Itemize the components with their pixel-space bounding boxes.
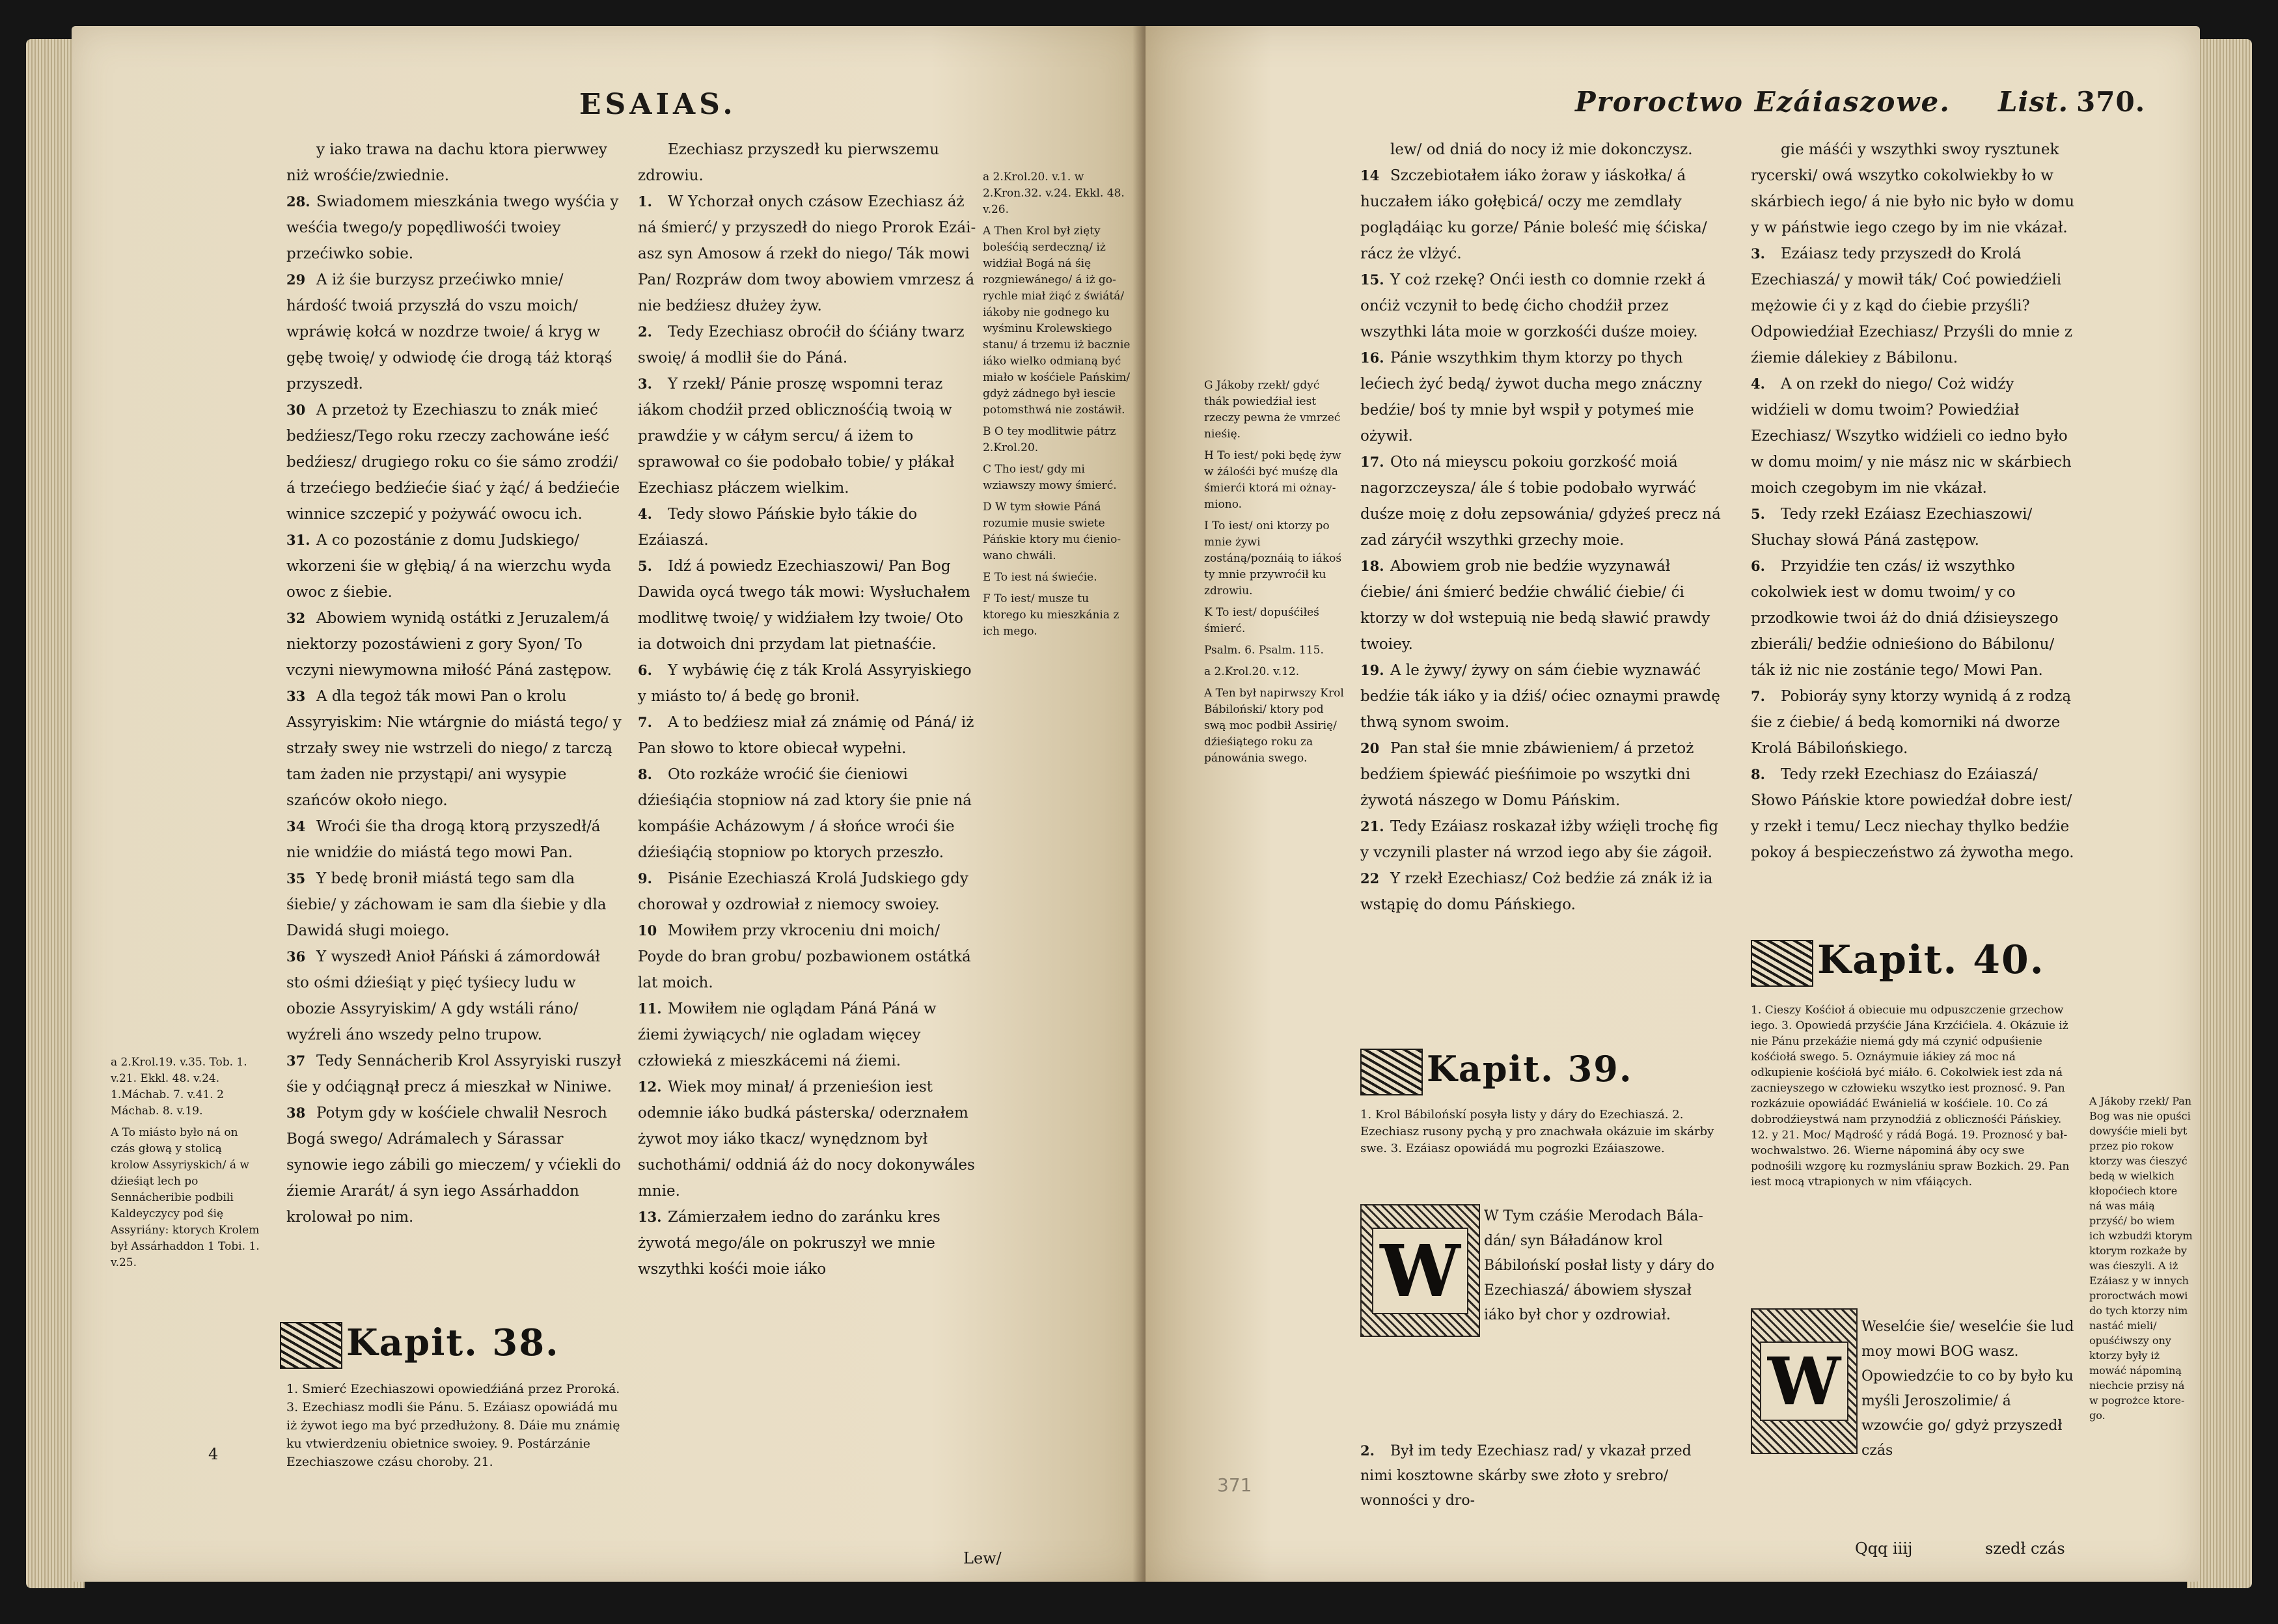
verse (638, 709, 976, 762)
marginal-notes-left-outer (111, 1054, 260, 1276)
verse (1751, 137, 2076, 241)
verse-number: 18. (1360, 558, 1384, 574)
verse-number: 19. (1360, 662, 1384, 678)
marginal-note: A Then Krol był zięty boleśćią serdeczną/ iż widźiał Bogá ná śię rozgniewánego/ á iż gorychle miał żiąć z świátá/ iákoby nie godnego ku wyśminu Krolewskiego stanu/ á trzemu iż bacznie iáko wielko odmianą być miało w kośćiele Pańskim/ gdyż zádnego był iescie potomsthwá nie zostáwił. (983, 225, 1131, 417)
verse-text: A le żywy/ żywy on sám ćiebie wyznawáć bedźie ták iáko y ia dźiś/ oćiec oznaymi prawdę thwą synom swoim. (1360, 662, 1720, 731)
verse-text: Zámierzałem iedno do zaránku kres żywotá mego/ále on pokruszył we mnie wszythki kośći moie iáko (638, 1209, 940, 1278)
verse (1751, 683, 2076, 762)
leaf-label: List. (1998, 86, 2069, 118)
verse-text: A dla tegoż ták mowi Pan o krolu Assyryiskim: Nie wtárgnie do miástá tego/ y strzały swey nie wstrzeli do niego/ z tarczą tam żaden nie przystąpi/ ani wysypie szańców około niego. (286, 688, 622, 809)
ornate-initial-w: W (1360, 1204, 1480, 1337)
verse-number: 34 (286, 818, 306, 834)
verse-text: Ezáiasz tedy przyszedł do Krolá Ezechiaszá/ y mowił ták/ Coć powiedźieli mężowie ći y z kąd do ćiebie przyśli? Odpowiedźiał Ezechiasz/ Przyśli do mnie z źiemie dálekiey z Bábilonu. (1751, 245, 2073, 366)
chapter-39-heading: Kapit. 39. (1360, 1048, 1633, 1095)
marginal-note: C Tho iest/ gdy mi wziawszy mowy śmierć. (983, 463, 1117, 492)
verse-text: A on rzekł do niego/ Coż widźy widźieli w domu twoim? Powiedźiał Ezechiasz/ Wszytko widźieli co iedno było w domu moim/ y nie mász nic w skárbiech moich czegobym im nie vkázał. (1751, 376, 2072, 497)
verse-number: 35 (286, 870, 306, 887)
verse-text: Idź á powiedz Ezechiaszowi/ Pan Bog Dawida oycá twego ták mowi: Wysłuchałem modlitwę twoię/ y widźiałem łzy twoie/ Oto ia dotwoich dni przydam lat pietnaśćie. (638, 558, 970, 653)
marginal-notes-left-inner (983, 169, 1132, 645)
pencil-page-number: 371 (1217, 1474, 1252, 1496)
verse (1751, 553, 2076, 683)
running-head-right: Proroctwo Ezáiaszowe. (1575, 86, 1951, 118)
right-column-first (1360, 137, 1725, 918)
verse-number: 31. (286, 532, 310, 548)
verse-text: Tedy słowo Páńskie było tákie do Ezáiaszá. (638, 506, 918, 549)
right-column-second (1751, 137, 2076, 866)
verse (286, 814, 625, 866)
verse (638, 1204, 976, 1282)
verse (638, 319, 976, 371)
verse (1360, 267, 1725, 345)
verse-text: gie máśći y wszythki swoy rysztunek rycerski/ owá wszytko cokolwiekby ło w skárbiech iego/ á nie było nic było w domu y w páństwie iego czego by im nie vkázał. (1751, 141, 2075, 236)
verse-number: 3. (638, 376, 652, 392)
chapter-40-summary: 1. Cieszy Kośćioł á obiecuie mu odpuszczenie grzechow iego. 3. Opowiedá przyśćie Jána Krzćićiela. 4. Okázuie iż nie Pánu przekáźie niemá gdy má czynić odpuśienie kośćiołá swego. 5. Oznáymuie iákiey zá moc ná odkupienie kośćiołá być miáło. 6. Cokolwiek iest zda ná zacnieyszego w człowieku wszytko iest proznosć. 9. Pan rozkázuie opowiádáć Ewánieliá w kośćiele. 10. Co zá dobrodźieystwá nam przynodźiá z oblicznośći Páńskiey. 12. y 21. Moc/ Mądrość y rádá Bogá. 19. Proznosć y bałwochwalstwo. 26. Wierne nápominá áby ocy swe podnośili wzgorę ku rozmyslániu spraw Bozkich. 29. Pan iest mocą vtrapionych w nim vfáiących. (1751, 1004, 2070, 1189)
marginal-note: I To iest/ oni ktorzy po mnie żywi zostáną/poznáią to iákoś ty mnie przywroćił ku zdrowiu. (1204, 519, 1342, 598)
verse (638, 866, 976, 918)
ornate-initial-k-40 (1751, 940, 1813, 987)
verse-text: Szczebiotałem iáko żoraw y iáskołka/ á huczałem iáko gołębicá/ oczy me zemdlały poglądáiąc ku gorze/ Pánie boleść mię śćiska/ rácz że vlżyć. (1360, 167, 1707, 262)
verse (1360, 866, 1725, 918)
ornate-initial-w-40: W (1751, 1308, 1858, 1454)
verse (638, 371, 976, 501)
verse-number: 38 (286, 1105, 306, 1121)
catchword-left: Lew/ (963, 1549, 1002, 1567)
verse-text: Y wybáwię ćię z ták Krolá Assyryiskiego y miásto to/ á bedę go bronił. (638, 662, 972, 705)
verse-text: Abowiem wynidą ostátki z Jeruzalem/á niektorzy pozostáwieni z gory Syon/ To vczyni niewymowna miłość Páná zastępow. (286, 610, 612, 679)
marginal-note: B O tey modlitwie pátrz 2.Krol.20. (983, 425, 1116, 454)
verse-number: 22 (1360, 870, 1380, 887)
left-page (72, 26, 1146, 1582)
verse (1360, 814, 1725, 866)
chapter-40-opening: Weselćie śie/ weselćie śie lud moy mowi BOG wasz. Opowiedzćie to co by było ku myśli Jeroszolimie/ á wzowćie go/ gdyż przyszedł czás (1861, 1319, 2074, 1459)
verse-text: lew/ od dniá do nocy iż mie dokonczysz. (1390, 141, 1693, 158)
marginal-note: Psalm. 6. Psalm. 115. (1204, 644, 1324, 657)
verse (1360, 736, 1725, 814)
verse (638, 501, 976, 553)
verse-text: Mowiłem nie oglądam Páná Páná w źiemi żywiących/ nie ogladam więcey człowieká z mieszkácemi ná źiemi. (638, 1000, 937, 1069)
verse (1751, 762, 2076, 866)
verse (1360, 657, 1725, 736)
verse-text: A iż śie burzysz przećiwko mnie/ hárdość twoiá przyszłá do vszu moich/ wpráwię kołcá w nozdrze twoie/ á kryg w gębę twoię/ y odwiodę ćie drogą táż ktorąś przyszedł. (286, 271, 612, 392)
verse (286, 189, 625, 267)
verse-text: Potym gdy w kośćiele chwalił Nesroch Bogá swego/ Adrámalech y Sárassar synowie iego zábili go mieczem/ y vćiekli do źiemie Ararát/ á syn iego Assárhaddon krolował po nim. (286, 1105, 622, 1226)
verse (638, 762, 976, 866)
verse-number: 29 (286, 271, 306, 288)
verse (1360, 163, 1725, 267)
running-head-left: ESAIAS. (579, 88, 737, 121)
verse (286, 866, 625, 944)
verse-text: Tedy rzekł Ezáiasz Ezechiaszowi/ Słuchay słowá Páná zastępow. (1751, 506, 2033, 549)
verse (638, 996, 976, 1074)
verse-number: 13. (638, 1209, 662, 1225)
ornate-initial-k (280, 1322, 342, 1369)
verse (286, 605, 625, 683)
left-column-main (286, 137, 625, 1230)
catchword-right: szedł czás (1985, 1539, 2065, 1558)
verse (638, 189, 976, 319)
marginal-note: H To iest/ poki będę żyw w żálośći być muśzę dla śmierći ktorá mi ożnaymiono. (1204, 449, 1341, 511)
verse (1360, 449, 1725, 553)
verse-number: 4. (638, 506, 652, 522)
verse-text: Pisánie Ezechiaszá Krolá Judskiego gdy chorował y ozdrowiał z niemocy swoiey. (638, 870, 968, 913)
verse-text: A to bedźiesz miał zá známię od Páná/ iż Pan słowo to ktore obiecał wypełni. (638, 714, 974, 757)
marginal-note: E To iest ná świećie. (983, 571, 1097, 584)
verse (286, 267, 625, 397)
marginal-note: A Ten był napirwszy Krol Bábiloński/ ktory pod swą moc podbił Assirię/ dźieśiątego roku za pánowánia swego. (1204, 687, 1344, 765)
verse-text: Y rzekł/ Pánie proszę wspomni teraz iákom chodźił przed oblicznośćią twoią w prawdźie y w cáłym sercu/ á iżem to sprawował co śie podobało tobie/ y płákał Ezechiasz płáczem wielkim. (638, 376, 955, 497)
verse-number: 28. (286, 193, 310, 210)
verse-number: 12. (638, 1079, 662, 1095)
verse-text: Ezechiasz przyszedł ku pierwszemu zdrowiu. (638, 141, 939, 184)
verse (286, 1100, 625, 1230)
right-page (1146, 26, 2200, 1582)
verse-number: 32 (286, 610, 306, 626)
verse-number: 6. (638, 662, 652, 678)
verse-text: Y bedę bronił miástá tego sam dla śiebie/ y záchowam ie sam dla śiebie y dla Dawidá sługi moiego. (286, 870, 607, 939)
verse-number: 4. (1751, 376, 1765, 392)
verse (286, 137, 625, 189)
verse (638, 1074, 976, 1204)
verse-number: 30 (286, 402, 306, 418)
verse-number: 5. (1751, 506, 1765, 522)
chapter-40-heading: Kapit. 40. (1751, 937, 2045, 987)
verse-text: Pobioráy syny ktorzy wynidą á z rodzą śie z ćiebie/ á bedą komorniki ná dworze Krolá Bábilońskiego. (1751, 688, 2072, 757)
verse-number: 6. (1751, 558, 1765, 574)
verse-text: A przetoż ty Ezechiaszu to znák mieć bedźiesz/Tego roku rzeczy zachowáne ieść bedźiesz/ drugiego roku co śie sámo zrodźi/ á trzećiego bedźiećie śiać y żąć/ á bedźiećie winnice szczepić y pożywáć owocu ich. (286, 402, 620, 523)
verse (1751, 241, 2076, 371)
verse (1360, 553, 1725, 657)
verse (286, 683, 625, 814)
verse-text: Y rzekł Ezechiasz/ Coż bedźie zá znák iż ia wstąpię do domu Páńskiego. (1360, 870, 1713, 913)
marginal-note: a 2.Krol.20. v.12. (1204, 665, 1300, 678)
verse (638, 657, 976, 709)
verse-text: Tedy Sennácherib Krol Assyryiski ruszył śie y odćiągnął precz á mieszkał w Niniwe. (286, 1053, 622, 1095)
verse-text: Y coż rzekę? Onći iesth co domnie rzekł á onćiż vczynił to bedę ćicho chodźił przez wszythki láta moie w gorzkośći duśze moiey. (1360, 271, 1706, 340)
chapter-38-heading: Kapit. 38. (280, 1321, 560, 1369)
verse-number: 11. (638, 1000, 662, 1017)
verse (638, 553, 976, 657)
verse-number: 5. (638, 558, 652, 574)
verse-text: Tedy Ezáiasz roskazał iżby wźięli trochę fig y vczynili plaster ná wrzod iego aby śie zágoił. (1360, 818, 1719, 861)
verse-text: Tedy rzekł Ezechiasz do Ezáiaszá/ Słowo Páńskie ktore powiedźał dobre iest/ y rzekł i temu/ Lecz niechay thylko bedźie pokoy á bespieczeństwo zá żywotha mego. (1751, 766, 2074, 861)
verse-text: Tedy Ezechiasz obroćił do śćiány twarz swoię/ á modlił śie do Páná. (638, 323, 965, 366)
marginal-note: K To iest/ dopuśćiłeś śmierć. (1204, 606, 1319, 635)
verse (286, 527, 625, 605)
marginal-note: A To miásto było ná on czás głową y stolicą krolow Assyriyskich/ á w dźieśiąt lech po Sennácheribie podbili Kaldeyczycy pod śię Assyriány: ktorych Krolem był Assárhaddon 1 Tobi. 1. v.25. (111, 1126, 260, 1269)
verse-number: 8. (638, 766, 652, 782)
verse-text: A co pozostánie z domu Judskiego/ wkorzeni śie w głębią/ á na wierzchu wyda owoc z śiebie. (286, 532, 611, 601)
book-spread (26, 20, 2252, 1595)
verse-text: Wiek moy minał/ á przenieśion iest odemnie iáko budká pásterska/ oderznałem żywot moy iáko tkacz/ wynędznom był suchothámi/ oddniá áż do nocy dokonywáles mnie. (638, 1079, 975, 1200)
verse-number: 14 (1360, 167, 1380, 184)
verse-number: 37 (286, 1053, 306, 1069)
verse (638, 137, 976, 189)
verse-number: 3. (1751, 245, 1765, 262)
verse-number: 20 (1360, 740, 1380, 756)
marginal-note: a 2.Krol.19. v.35. Tob. 1. v.21. Ekkl. 48. v.24. 1.Máchab. 7. v.41. 2 Máchab. 8. v.19. (111, 1056, 247, 1118)
ornate-initial-k-39 (1360, 1049, 1423, 1095)
verse (1751, 371, 2076, 501)
verse-text: Abowiem grob nie bedźie wyzynawáł ćiebie/ áni śmierć bedźie chwálić ćiebie/ ći ktorzy w doł wstepuią nie bedą sławić prawdy twoiey. (1360, 558, 1710, 653)
verse-text: Y wyszedł Anioł Páński á zámordowáł sto ośmi dźieśiąt y pięć tyśiecy ludu w obozie Assyryiskim/ A gdy wstáli ráno/ wyźreli áno wszedy pelno trupow. (286, 948, 600, 1043)
stray-mark: 4 (208, 1445, 219, 1463)
verse-number: 15. (1360, 271, 1384, 288)
verse-number: 16. (1360, 350, 1384, 366)
verse (1751, 501, 2076, 553)
verse (1360, 137, 1725, 163)
signature-mark: Qqq iiij (1855, 1539, 1913, 1558)
marginal-notes-right-outer (2089, 1094, 2193, 1428)
verse-number: 7. (638, 714, 652, 730)
marginal-note: A Jákoby rzekł/ Pan Bog was nie opuści dowyśćie mieli byt przez pio rokow ktorzy was ćieszyć bedą w wielkich kłopoćiech ktore ná was máią przyść/ bo wiem ich wzbudźi ktorym ktorym rozkaże by was ćieszyli. A iż Ezáiasz y w innych proroctwách mowi do tych ktorzy nim nastáć mieli/ opuśćiwszy ony ktorzy były iż mowáć nápominą niechcie przisy ná w pogrożce ktorego. (2089, 1095, 2193, 1422)
verse-number: 8. (1751, 766, 1765, 782)
marginal-note: G Jákoby rzekł/ gdyć thák powiedźiał iest rzeczy pewna że vmrzeć nieśię. (1204, 379, 1341, 441)
chapter-39-verse-2: 2. Był im tedy Ezechiasz rad/ y vkazał przed nimi kosztowne skárby swe złoto y srebro/ wonności y dro- (1360, 1442, 1692, 1509)
marginal-notes-right-inner (1204, 378, 1347, 772)
chapter-39-opening: W Tym czáśie Merodach Báladán/ syn Báładánow krol Bábilońskí posłał listy y dáry do Ezechiaszá/ ábowiem słyszał iáko był chor y ozdrowiał. (1484, 1208, 1715, 1323)
verse-number: 7. (1751, 688, 1765, 704)
marginal-note: D W tym słowie Páná rozumie musie swiete Páńskie ktory mu ćieniowano chwáli. (983, 501, 1121, 562)
verse-text: Pan stał śie mnie zbáwieniem/ á przetoż bedźiem śpiewáć pieśńimoie po wszytki dni żywotá nászego w Domu Páńskim. (1360, 740, 1694, 809)
left-column-second (638, 137, 976, 1282)
leaf-number: 370. (2076, 86, 2146, 118)
verse-text: Przyidźie ten czás/ iż wszythko cokolwiek iest w domu twoim/ y co przodkowie twoi áż do dniá dźisieyszego zbieráli/ bedźie odnieśiono do Bábilonu/ ták iż nic nie zostánie tego/ Mowi Pan. (1751, 558, 2059, 679)
verse-number: 9. (638, 870, 652, 887)
verse-text: Mowiłem przy vkroceniu dni moich/ Poyde do bran grobu/ pozbawionem ostátká lat moich. (638, 922, 971, 991)
verse (286, 1048, 625, 1100)
verse-number: 2. (638, 323, 652, 340)
verse-number: 33 (286, 688, 306, 704)
verse (286, 944, 625, 1048)
verse-number: 17. (1360, 454, 1384, 470)
verse (1360, 345, 1725, 449)
marginal-note: F To iest/ musze tu ktorego ku mieszkánia z ich mego. (983, 592, 1119, 638)
verse-text: Wroći śie tha drogą ktorą przyszedł/á nie wnidźie do miástá tego mowi Pan. (286, 818, 601, 861)
verse-text: Swiadomem mieszkánia twego wyśćia y weśćia twego/y popędliwośći twoiey przećiwko sobie. (286, 193, 619, 262)
verse-number: 10 (638, 922, 657, 939)
verse-number: 21. (1360, 818, 1384, 834)
verse-text: Oto rozkáże wroćić śie ćieniowi dźieśiąćia stopniow ná zad ktory śie pnie ná kompáśie Acházowym / á słońce wroći śie dźieśiąćią stopniow po ktorych przeszło. (638, 766, 972, 861)
verse (638, 918, 976, 996)
verse-number: 1. (638, 193, 652, 210)
chapter-38-summary: 1. Smierć Ezechiaszowi opowiedźiáná przez Proroká. 3. Ezechiasz modli śie Pánu. 5. Ezáiasz opowiádá mu iż żywot iego ma być przedłużony. 8. Dáie mu známię ku vtwierdzeniu obietnice swoiey. 9. Postárzánie Ezechiaszowe czásu choroby. 21. (286, 1382, 620, 1469)
verse (286, 397, 625, 527)
verse-text: Pánie wszythkim thym ktorzy po thych lećiech żyć bedą/ żywot ducha mego znáczny bedźie/ boś ty mnie był wspił y potymeś mie ożywił. (1360, 350, 1703, 445)
verse-number: 36 (286, 948, 306, 965)
marginal-note: a 2.Krol.20. v.1. w 2.Kron.32. v.24. Ekkl. 48. v.26. (983, 171, 1125, 216)
chapter-39-summary: 1. Krol Bábilońskí posyła listy y dáry do Ezechiaszá. 2. Ezechiasz rusony pychą y pro znachwała okázuie im skárby swe. 3. Ezáiasz opowiádá mu pogrozki Ezáiaszowe. (1360, 1108, 1714, 1155)
verse-text: y iako trawa na dachu ktora pierwwey niż wrośćie/zwiednie. (286, 141, 607, 184)
verse-text: Oto ná mieyscu pokoiu gorzkość moiá nagorzczeysza/ ále ś tobie podobało wyrwáć duśze moię z dołu zepsowánia/ gdyżeś precz ná zad záryćił wszythki grzechy moie. (1360, 454, 1721, 549)
verse-text: W Ychorzał onych czásow Ezechiasz áż ná śmierć/ y przyszedł do niego Prorok Ezáiasz syn Amosow á rzekł do niego/ Ták mowi Pan/ Rozpráw dom twoy abowiem vmrzesz á nie bedźiesz dłużey żyw. (638, 193, 976, 314)
